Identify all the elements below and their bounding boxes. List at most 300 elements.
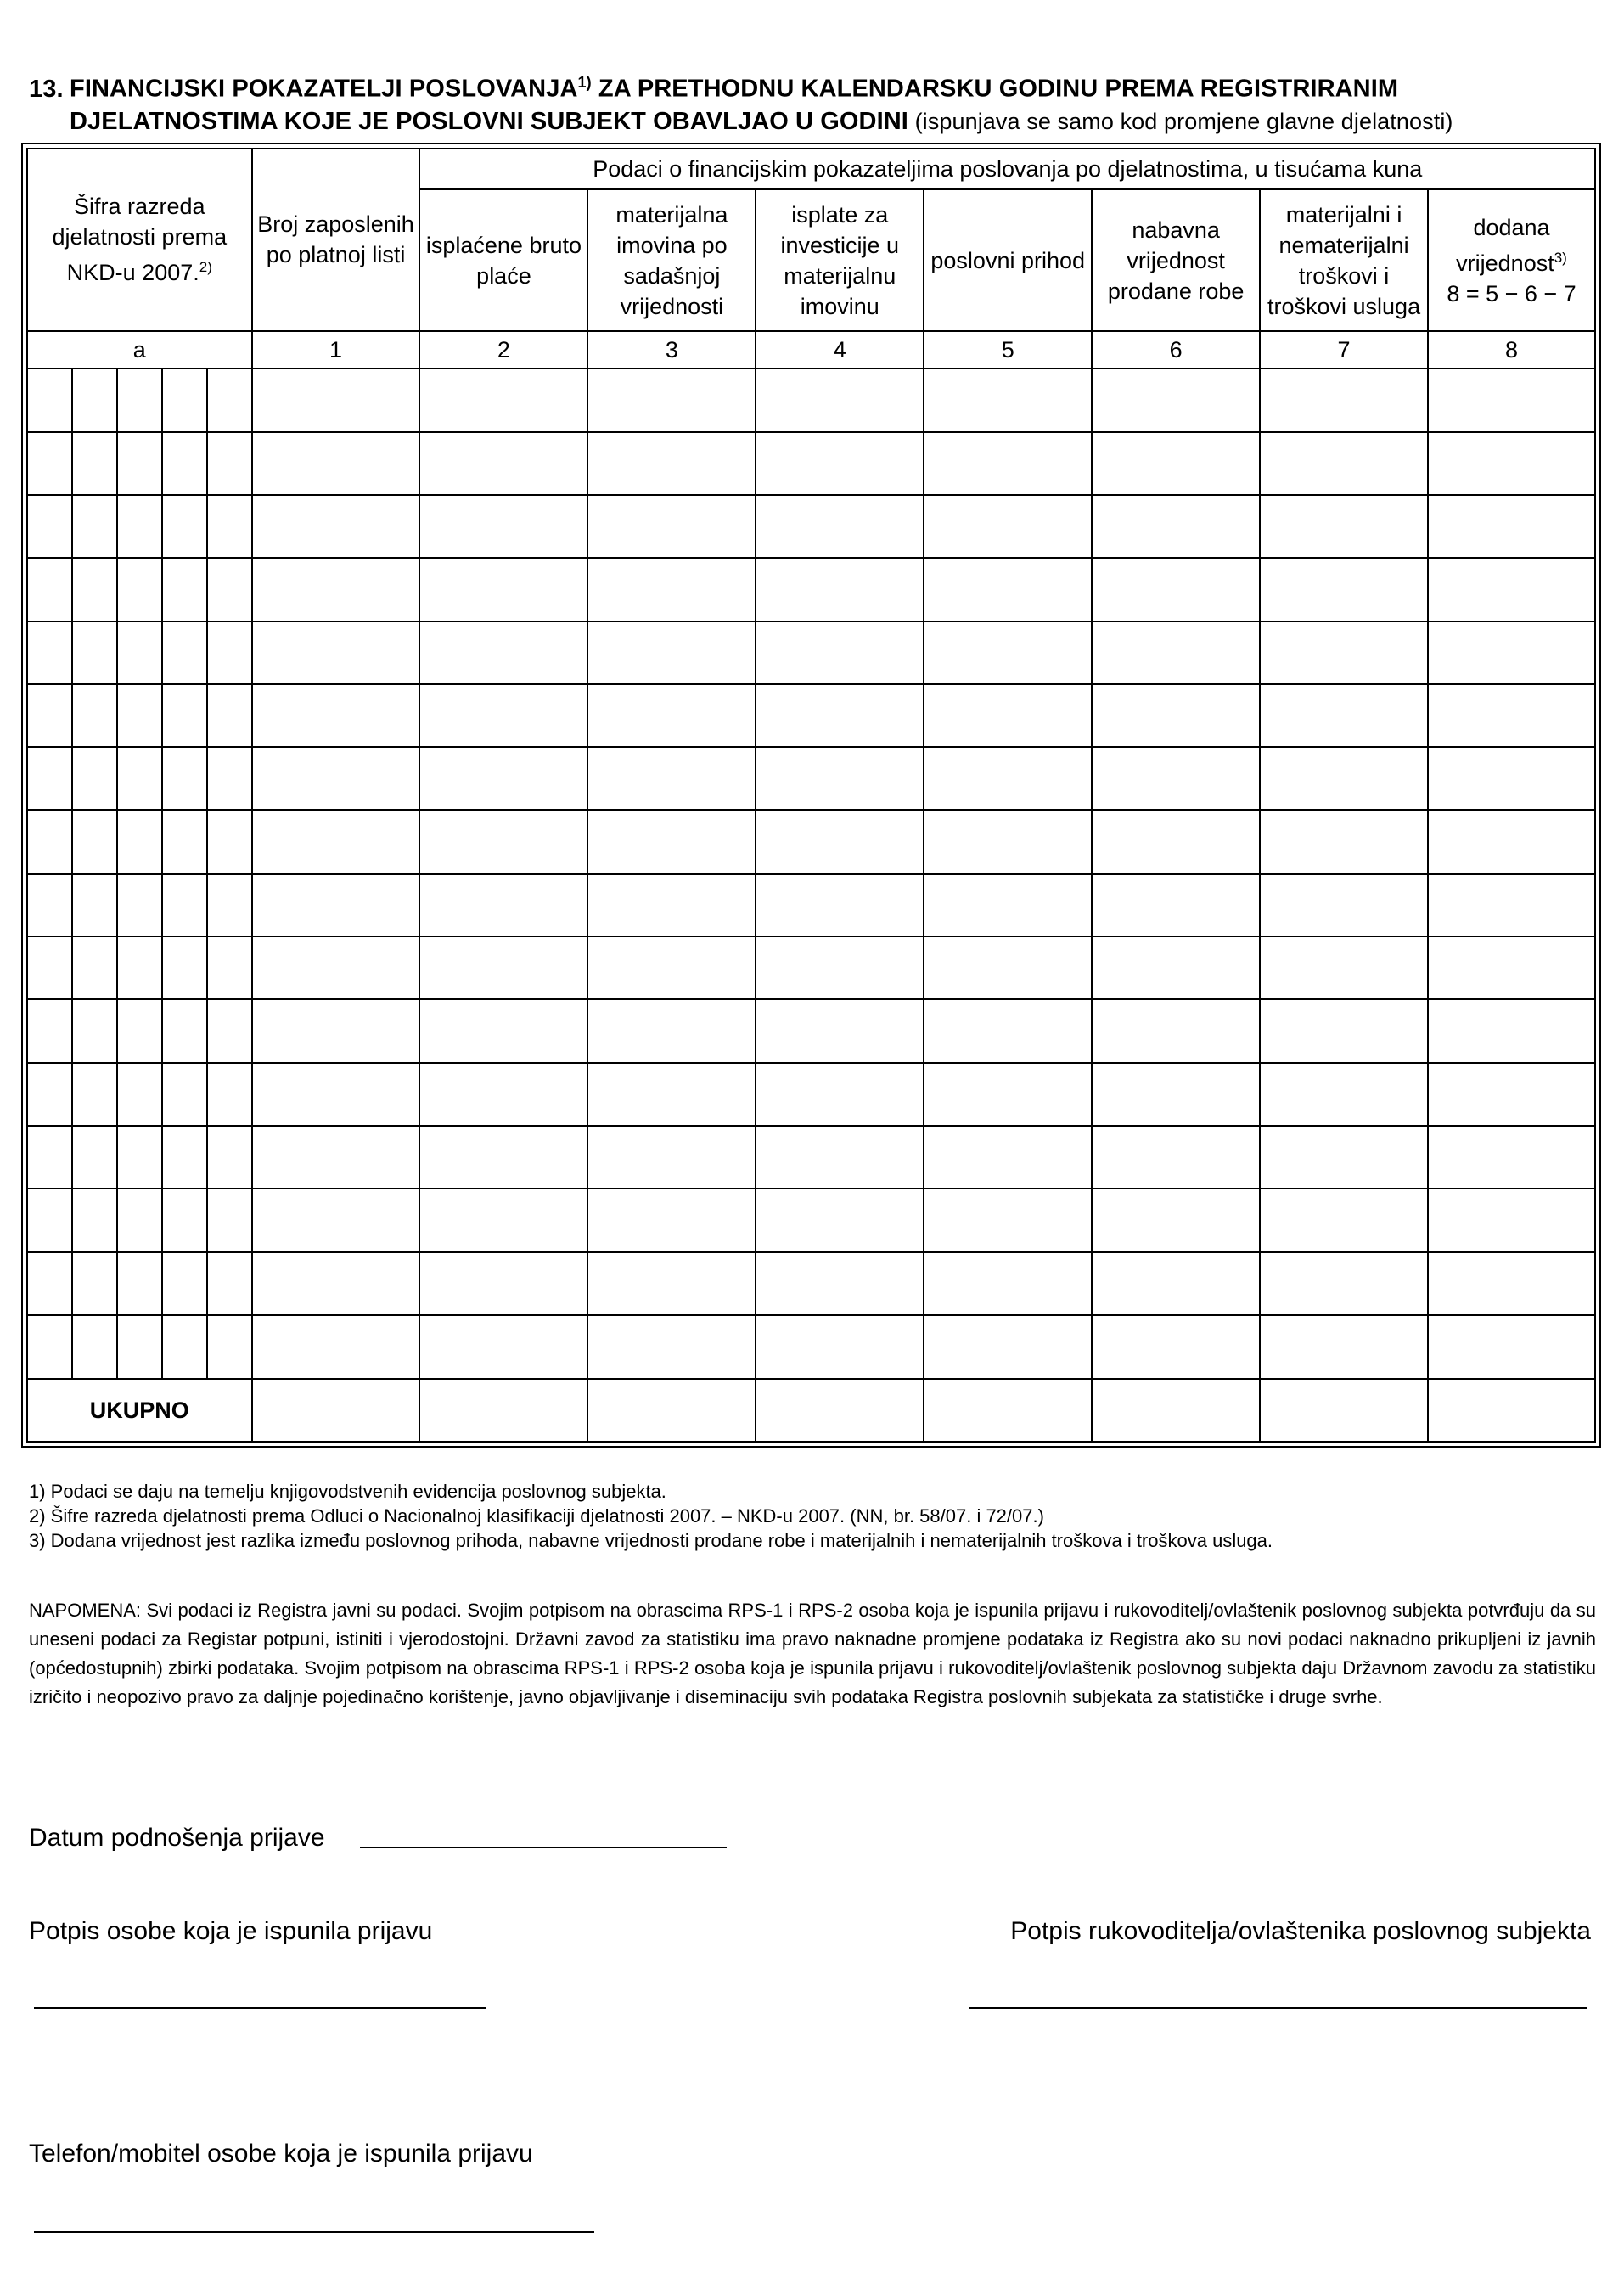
data-cell[interactable]: [419, 1189, 587, 1251]
data-cell[interactable]: [1428, 1189, 1595, 1251]
data-cell[interactable]: [252, 747, 420, 810]
code-digit-box[interactable]: [73, 433, 118, 494]
column-number: 7: [1260, 331, 1428, 368]
data-cell[interactable]: [419, 1315, 587, 1379]
data-cell[interactable]: [1092, 558, 1260, 621]
code-digit-box[interactable]: [73, 559, 118, 620]
date-input-line[interactable]: [360, 1847, 727, 1848]
footnote: 3) Dodana vrijednost jest razlika između poslovnog prihoda, nabavne vrijednosti prodane robe i materijalnih i nematerijalnih troškova i troškova usluga.: [29, 1530, 1273, 1551]
code-digit-box[interactable]: [163, 811, 208, 872]
code-digit-box[interactable]: [208, 875, 251, 936]
phone-input-line[interactable]: [34, 2231, 594, 2233]
data-cell[interactable]: [1428, 495, 1595, 558]
section-title-line2: DJELATNOSTIMA KOJE JE POSLOVNI SUBJEKT OBAVLJAO U GODINI (ispunjava se samo kod promjene glavne djelatnosti): [70, 107, 1453, 135]
data-cell[interactable]: [587, 1189, 756, 1251]
data-cell[interactable]: [1428, 621, 1595, 684]
data-cell[interactable]: [756, 495, 924, 558]
data-cell[interactable]: [1260, 621, 1428, 684]
code-digit-box[interactable]: [118, 369, 163, 430]
header-tangible-assets: materijalna imovina po sadašnjoj vrijednosti: [587, 189, 756, 331]
footnote: 2) Šifre razreda djelatnosti prema Odluci o Nacionalnoj klasifikaciji djelatnosti 2007. – NKD-u 2007. (NN, br. 58/07. i 72/07.): [29, 1505, 1044, 1527]
header-investments: isplate za investicije u materijalnu imovinu: [756, 189, 924, 331]
date-label: Datum podnošenja prijave: [29, 1824, 325, 1852]
data-cell[interactable]: [924, 874, 1092, 936]
data-cell[interactable]: [419, 874, 587, 936]
data-cell[interactable]: [924, 936, 1092, 999]
total-cell[interactable]: [587, 1379, 756, 1442]
code-digit-box[interactable]: [118, 937, 163, 998]
data-cell[interactable]: [587, 432, 756, 495]
section-hint: (ispunjava se samo kod promjene glavne djelatnosti): [908, 108, 1453, 134]
data-cell[interactable]: [252, 1315, 420, 1379]
data-cell[interactable]: [1260, 1252, 1428, 1315]
code-digit-box[interactable]: [163, 937, 208, 998]
code-digit-box[interactable]: [208, 811, 251, 872]
footnote: 1) Podaci se daju na temelju knjigovodstvenih evidencija poslovnog subjekta.: [29, 1481, 666, 1502]
code-digit-box[interactable]: [163, 1000, 208, 1061]
activity-code-cell: [27, 999, 252, 1062]
data-cell[interactable]: [419, 432, 587, 495]
data-cell[interactable]: [252, 558, 420, 621]
activity-code-boxes: [28, 433, 251, 494]
data-cell[interactable]: [1428, 810, 1595, 873]
data-cell[interactable]: [419, 810, 587, 873]
data-cell[interactable]: [252, 368, 420, 431]
table-row: [27, 747, 1595, 810]
data-cell[interactable]: [1260, 684, 1428, 747]
code-digit-box[interactable]: [28, 622, 73, 683]
code-digit-box[interactable]: [118, 1127, 163, 1188]
data-cell[interactable]: [1260, 368, 1428, 431]
code-digit-box[interactable]: [118, 1000, 163, 1061]
code-digit-box[interactable]: [28, 496, 73, 557]
data-cell[interactable]: [756, 1126, 924, 1189]
code-digit-box[interactable]: [73, 1189, 118, 1251]
code-digit-box[interactable]: [163, 1189, 208, 1251]
activity-code-cell: [27, 684, 252, 747]
column-number: 3: [587, 331, 756, 368]
data-cell[interactable]: [419, 936, 587, 999]
code-digit-box[interactable]: [73, 811, 118, 872]
code-digit-box[interactable]: [208, 1253, 251, 1314]
data-cell[interactable]: [1428, 684, 1595, 747]
table-row: [27, 1189, 1595, 1251]
code-digit-box[interactable]: [208, 1064, 251, 1125]
code-digit-box[interactable]: [163, 748, 208, 809]
data-cell[interactable]: [587, 936, 756, 999]
column-number: 4: [756, 331, 924, 368]
data-cell[interactable]: [924, 432, 1092, 495]
data-cell[interactable]: [924, 999, 1092, 1062]
code-digit-box[interactable]: [118, 685, 163, 746]
data-cell[interactable]: [924, 1252, 1092, 1315]
data-cell[interactable]: [924, 810, 1092, 873]
data-cell[interactable]: [756, 1063, 924, 1126]
activity-code-boxes: [28, 622, 251, 683]
data-cell[interactable]: [756, 558, 924, 621]
data-cell[interactable]: [587, 621, 756, 684]
data-cell[interactable]: [924, 368, 1092, 431]
data-cell[interactable]: [419, 1252, 587, 1315]
activity-code-cell: [27, 936, 252, 999]
code-digit-box[interactable]: [118, 748, 163, 809]
data-cell[interactable]: [587, 1126, 756, 1189]
activity-code-cell: [27, 1189, 252, 1251]
data-cell[interactable]: [419, 495, 587, 558]
code-digit-box[interactable]: [163, 1064, 208, 1125]
data-cell[interactable]: [1428, 1315, 1595, 1379]
activity-code-cell: [27, 621, 252, 684]
activity-code-boxes: [28, 685, 251, 746]
code-digit-box[interactable]: [208, 1000, 251, 1061]
activity-code-boxes: [28, 559, 251, 620]
activity-code-cell: [27, 1252, 252, 1315]
total-row: [27, 1379, 1595, 1442]
data-cell[interactable]: [1428, 1126, 1595, 1189]
total-cell[interactable]: [756, 1379, 924, 1442]
code-digit-box[interactable]: [163, 433, 208, 494]
data-cell[interactable]: [252, 874, 420, 936]
code-digit-box[interactable]: [73, 937, 118, 998]
data-cell[interactable]: [252, 621, 420, 684]
data-cell[interactable]: [252, 1063, 420, 1126]
data-cell[interactable]: [419, 747, 587, 810]
total-label: UKUPNO: [27, 1379, 252, 1442]
data-cell[interactable]: [1092, 810, 1260, 873]
activity-code-boxes: [28, 748, 251, 809]
code-digit-box[interactable]: [28, 875, 73, 936]
data-cell[interactable]: [924, 1063, 1092, 1126]
data-cell[interactable]: [252, 1252, 420, 1315]
data-cell[interactable]: [1092, 432, 1260, 495]
data-cell[interactable]: [419, 1063, 587, 1126]
data-cell[interactable]: [587, 558, 756, 621]
data-cell[interactable]: [1092, 368, 1260, 431]
code-digit-box[interactable]: [28, 1316, 73, 1378]
table-row: [27, 810, 1595, 873]
data-cell[interactable]: [756, 368, 924, 431]
activity-code-cell: [27, 368, 252, 431]
code-digit-box[interactable]: [28, 1253, 73, 1314]
code-digit-box[interactable]: [208, 937, 251, 998]
data-cell[interactable]: [1092, 1189, 1260, 1251]
data-cell[interactable]: [1428, 874, 1595, 936]
code-digit-box[interactable]: [118, 1316, 163, 1378]
section-title: [29, 66, 1599, 138]
data-cell[interactable]: [1260, 1126, 1428, 1189]
code-digit-box[interactable]: [118, 559, 163, 620]
data-cell[interactable]: [1260, 1315, 1428, 1379]
total-cell[interactable]: [252, 1379, 420, 1442]
code-digit-box[interactable]: [73, 1253, 118, 1314]
total-cell[interactable]: [1092, 1379, 1260, 1442]
data-cell[interactable]: [252, 684, 420, 747]
code-digit-box[interactable]: [208, 1189, 251, 1251]
activity-code-boxes: [28, 811, 251, 872]
data-cell[interactable]: [419, 999, 587, 1062]
total-cell[interactable]: [419, 1379, 587, 1442]
data-cell[interactable]: [1428, 368, 1595, 431]
code-digit-box[interactable]: [28, 685, 73, 746]
code-digit-box[interactable]: [208, 433, 251, 494]
code-digit-box[interactable]: [118, 1189, 163, 1251]
data-cell[interactable]: [924, 1315, 1092, 1379]
code-digit-box[interactable]: [73, 1000, 118, 1061]
legal-note: NAPOMENA: Svi podaci iz Registra javni su podaci. Svojim potpisom na obrascima RPS-1 i RPS-2 osoba koja je ispunila prijavu i rukovoditelj/ovlaštenik poslovnog subjekta potvrđuju da su uneseni podaci za Registar potpuni, istiniti i vjerodostojni. Državni zavod za statistiku ima pravo naknadne promjene podataka iz Registra ako su novi podaci naknadno prikupljeni iz javnih (općedostupnih) zbirki podataka. Svojim potpisom na obrascima RPS-1 i RPS-2 osoba koja je ispunila prijavu i rukovoditelj/ovlaštenik poslovnog subjekta daju Državnom zavodu za statistiku izričito i neopozivo pravo za daljnje pojedinačno korištenje, javno objavljivanje i diseminaciju svih podataka Registra poslovnih subjekata za statističke i druge svrhe.: [29, 1600, 1596, 1707]
data-cell[interactable]: [419, 368, 587, 431]
filler-signature-line[interactable]: [34, 2007, 486, 2009]
data-cell[interactable]: [419, 621, 587, 684]
data-cell[interactable]: [252, 432, 420, 495]
activity-code-cell: [27, 1063, 252, 1126]
table-row: [27, 936, 1595, 999]
code-digit-box[interactable]: [118, 811, 163, 872]
code-digit-box[interactable]: [73, 622, 118, 683]
data-cell[interactable]: [419, 684, 587, 747]
data-cell[interactable]: [924, 684, 1092, 747]
activity-code-boxes: [28, 937, 251, 998]
activity-code-boxes: [28, 1064, 251, 1125]
data-cell[interactable]: [587, 1252, 756, 1315]
data-cell[interactable]: [924, 558, 1092, 621]
activity-code-cell: [27, 747, 252, 810]
code-digit-box[interactable]: [28, 1000, 73, 1061]
code-digit-box[interactable]: [208, 748, 251, 809]
code-digit-box[interactable]: [163, 685, 208, 746]
data-cell[interactable]: [756, 1189, 924, 1251]
header-operating-revenue: poslovni prihod: [924, 189, 1092, 331]
activity-code-boxes: [28, 1316, 251, 1378]
data-cell[interactable]: [756, 874, 924, 936]
data-cell[interactable]: [1428, 999, 1595, 1062]
header-employees: Broj zaposlenih po platnoj listi: [252, 149, 420, 331]
header-activity-code: Šifra razreda djelatnosti prema NKD-u 2007.$^{2)}$: [27, 149, 252, 331]
data-cell[interactable]: [1092, 747, 1260, 810]
table-row: [27, 1126, 1595, 1189]
data-cell[interactable]: [587, 810, 756, 873]
data-cell[interactable]: [756, 747, 924, 810]
column-number: 1: [252, 331, 420, 368]
table-row: [27, 1315, 1595, 1379]
activity-code-cell: [27, 1315, 252, 1379]
section-number: 13.: [29, 75, 64, 103]
code-digit-box[interactable]: [73, 1316, 118, 1378]
code-digit-box[interactable]: [118, 622, 163, 683]
data-cell[interactable]: [1260, 1063, 1428, 1126]
data-cell[interactable]: [756, 810, 924, 873]
data-cell[interactable]: [1428, 1063, 1595, 1126]
code-digit-box[interactable]: [28, 433, 73, 494]
data-cell[interactable]: [1428, 558, 1595, 621]
table-row: [27, 684, 1595, 747]
total-cell[interactable]: [1260, 1379, 1428, 1442]
code-digit-box[interactable]: [208, 496, 251, 557]
header-group-financial: Podaci o financijskim pokazateljima poslovanja po djelatnostima, u tisućama kuna: [419, 149, 1595, 189]
code-digit-box[interactable]: [163, 369, 208, 430]
data-cell[interactable]: [587, 999, 756, 1062]
data-cell[interactable]: [1092, 1126, 1260, 1189]
data-cell[interactable]: [1092, 1315, 1260, 1379]
code-digit-box[interactable]: [163, 1253, 208, 1314]
data-cell[interactable]: [1092, 999, 1260, 1062]
code-digit-box[interactable]: [28, 748, 73, 809]
column-number: 8: [1428, 331, 1595, 368]
data-cell[interactable]: [252, 1126, 420, 1189]
code-digit-box[interactable]: [208, 685, 251, 746]
data-cell[interactable]: [252, 1189, 420, 1251]
data-cell[interactable]: [1260, 747, 1428, 810]
activity-code-boxes: [28, 875, 251, 936]
manager-signature-line[interactable]: [969, 2007, 1587, 2009]
code-digit-box[interactable]: [163, 622, 208, 683]
data-cell[interactable]: [1428, 1252, 1595, 1315]
activity-code-boxes: [28, 496, 251, 557]
data-cell[interactable]: [756, 936, 924, 999]
data-cell[interactable]: [756, 621, 924, 684]
activity-code-boxes: [28, 1253, 251, 1314]
data-cell[interactable]: [587, 874, 756, 936]
financial-indicators-table: [26, 148, 1596, 1443]
activity-code-cell: [27, 558, 252, 621]
code-digit-box[interactable]: [208, 622, 251, 683]
code-digit-box[interactable]: [208, 559, 251, 620]
data-cell[interactable]: [756, 1252, 924, 1315]
code-digit-box[interactable]: [118, 496, 163, 557]
data-cell[interactable]: [924, 495, 1092, 558]
code-digit-box[interactable]: [28, 369, 73, 430]
activity-code-boxes: [28, 1189, 251, 1251]
code-digit-box[interactable]: [163, 1127, 208, 1188]
data-cell[interactable]: [587, 684, 756, 747]
data-cell[interactable]: [1260, 495, 1428, 558]
header-material-costs: materijalni i nematerijalni troškovi i troškovi usluga: [1260, 189, 1428, 331]
code-digit-box[interactable]: [208, 1316, 251, 1378]
activity-code-cell: [27, 495, 252, 558]
filler-signature-label: Potpis osobe koja je ispunila prijavu: [29, 1917, 433, 1945]
data-cell[interactable]: [756, 684, 924, 747]
data-cell[interactable]: [1260, 936, 1428, 999]
data-cell[interactable]: [924, 621, 1092, 684]
code-digit-box[interactable]: [73, 369, 118, 430]
data-cell[interactable]: [587, 495, 756, 558]
data-cell[interactable]: [252, 999, 420, 1062]
code-digit-box[interactable]: [163, 496, 208, 557]
data-cell[interactable]: [1092, 1063, 1260, 1126]
code-digit-box[interactable]: [208, 1127, 251, 1188]
data-cell[interactable]: [587, 368, 756, 431]
data-cell[interactable]: [1260, 810, 1428, 873]
table-row: [27, 432, 1595, 495]
data-cell[interactable]: [1260, 558, 1428, 621]
table-row: [27, 558, 1595, 621]
code-digit-box[interactable]: [28, 937, 73, 998]
activity-code-cell: [27, 874, 252, 936]
data-cell[interactable]: [1428, 747, 1595, 810]
data-cell[interactable]: [1260, 874, 1428, 936]
data-cell[interactable]: [1260, 1189, 1428, 1251]
data-cell[interactable]: [252, 936, 420, 999]
code-digit-box[interactable]: [28, 811, 73, 872]
data-cell[interactable]: [1260, 999, 1428, 1062]
table-row: [27, 495, 1595, 558]
code-digit-box[interactable]: [28, 1064, 73, 1125]
header-value-added: dodana vrijednost$^{3)}$ 8 = 5 − 6 − 7: [1428, 189, 1595, 331]
data-cell[interactable]: [756, 999, 924, 1062]
code-digit-box[interactable]: [28, 1127, 73, 1188]
data-cell[interactable]: [587, 1315, 756, 1379]
data-cell[interactable]: [1260, 432, 1428, 495]
total-cell[interactable]: [924, 1379, 1092, 1442]
footnotes: [29, 1479, 1599, 1553]
data-cell[interactable]: [756, 432, 924, 495]
manager-signature-label: Potpis rukovoditelja/ovlaštenika poslovnog subjekta: [1010, 1917, 1591, 1945]
data-cell[interactable]: [1092, 495, 1260, 558]
total-cell[interactable]: [1428, 1379, 1595, 1442]
code-digit-box[interactable]: [208, 369, 251, 430]
column-number: 5: [924, 331, 1092, 368]
code-digit-box[interactable]: [28, 1189, 73, 1251]
code-digit-box[interactable]: [28, 559, 73, 620]
activity-code-cell: [27, 810, 252, 873]
activity-code-boxes: [28, 369, 251, 430]
code-digit-box[interactable]: [73, 1064, 118, 1125]
code-digit-box[interactable]: [118, 433, 163, 494]
data-cell[interactable]: [419, 1126, 587, 1189]
data-cell[interactable]: [924, 1126, 1092, 1189]
table-row: [27, 999, 1595, 1062]
code-digit-box[interactable]: [163, 1316, 208, 1378]
data-cell[interactable]: [419, 558, 587, 621]
code-digit-box[interactable]: [73, 685, 118, 746]
data-cell[interactable]: [1428, 432, 1595, 495]
data-cell[interactable]: [1428, 936, 1595, 999]
code-digit-box[interactable]: [73, 875, 118, 936]
code-digit-box[interactable]: [118, 1253, 163, 1314]
column-number-row: [27, 331, 1595, 368]
data-cell[interactable]: [252, 495, 420, 558]
code-digit-box[interactable]: [118, 875, 163, 936]
code-digit-box[interactable]: [73, 1127, 118, 1188]
activity-code-boxes: [28, 1000, 251, 1061]
data-cell[interactable]: [587, 1063, 756, 1126]
code-digit-box[interactable]: [163, 875, 208, 936]
data-cell[interactable]: [924, 1189, 1092, 1251]
financial-indicators-table-frame: [21, 143, 1601, 1448]
code-digit-box[interactable]: [73, 748, 118, 809]
data-cell[interactable]: [1092, 936, 1260, 999]
data-cell[interactable]: [587, 747, 756, 810]
activity-code-cell: [27, 1126, 252, 1189]
data-cell[interactable]: [924, 747, 1092, 810]
table-row: [27, 1252, 1595, 1315]
data-cell[interactable]: [1092, 621, 1260, 684]
column-number: a: [27, 331, 252, 368]
table-row: [27, 874, 1595, 936]
activity-code-boxes: [28, 1127, 251, 1188]
table-row: [27, 368, 1595, 431]
code-digit-box[interactable]: [118, 1064, 163, 1125]
header-cost-of-goods-sold: nabavna vrijednost prodane robe: [1092, 189, 1260, 331]
phone-label: Telefon/mobitel osobe koja je ispunila prijavu: [29, 2140, 533, 2168]
code-digit-box[interactable]: [73, 496, 118, 557]
data-cell[interactable]: [1092, 1252, 1260, 1315]
data-cell[interactable]: [756, 1315, 924, 1379]
code-digit-box[interactable]: [163, 559, 208, 620]
table-row: [27, 621, 1595, 684]
data-cell[interactable]: [1092, 684, 1260, 747]
data-cell[interactable]: [252, 810, 420, 873]
data-cell[interactable]: [1092, 874, 1260, 936]
